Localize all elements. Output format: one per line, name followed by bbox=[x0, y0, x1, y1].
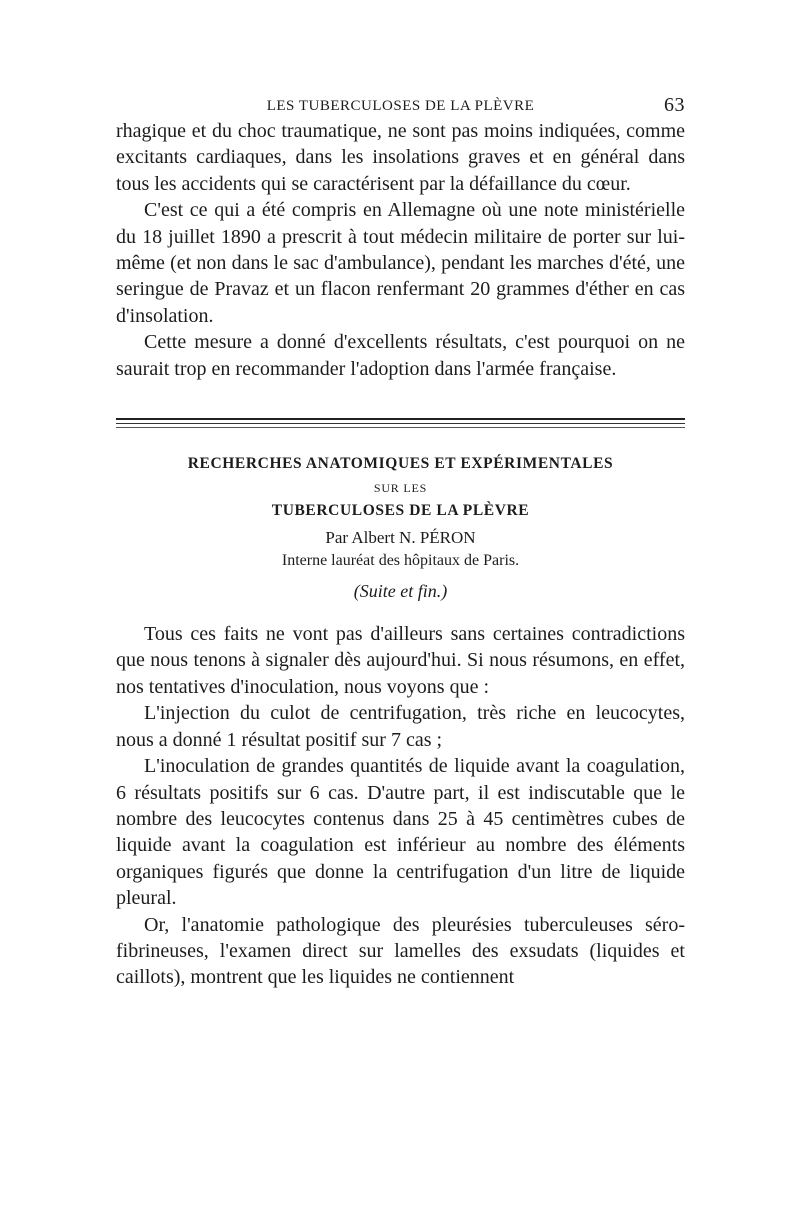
previous-article-text bbox=[116, 118, 685, 382]
divider-rule bbox=[116, 418, 685, 420]
article-title-connector: SUR LES bbox=[373, 481, 428, 496]
section-divider bbox=[116, 418, 685, 430]
paragraph: Or, l'anatomie pathologique des pleurésies tuberculeuses séro-fibrineuses, l'examen direct sur lamelles des exsudats (liquides et caillots), montrent que les liquides ne contiennent bbox=[116, 913, 685, 989]
running-header bbox=[116, 92, 685, 118]
paragraph: L'inoculation de grandes quantités de liquide avant la coagulation, 6 résultats positifs sur 6 cas. D'autre part, il est indiscutable que le nombre des leucocytes contenus dans 25 à 45 centimètres cubes de liquide avant la coagulation est inférieur au nombre des éléments organiques figurés que donne la centrifugation d'un litre de liquide pleural. bbox=[116, 755, 685, 910]
article-affiliation: Interne lauréat des hôpitaux de Paris. bbox=[281, 552, 520, 570]
paragraph: C'est ce qui a été compris en Allemagne où une note ministérielle du 18 juillet 1890 a prescrit à tout médecin militaire de porter sur lui-même (et non dans le sac d'ambulance), pendant les marches d'été, une seringue de Pravaz et un flacon renfermant 20 grammes d'éther en cas d'insolation. bbox=[116, 199, 685, 327]
paragraph: L'injection du culot de centrifugation, très riche en leucocytes, nous a donné 1 résultat positif sur 7 cas ; bbox=[116, 702, 685, 751]
page-number: 63 bbox=[664, 94, 685, 116]
article-continuation-note: (Suite et fin.) bbox=[353, 581, 448, 602]
book-page bbox=[116, 92, 685, 991]
divider-rule bbox=[116, 427, 685, 428]
article-heading bbox=[116, 454, 685, 603]
article-title-line1: RECHERCHES ANATOMIQUES ET EXPÉRIMENTALES bbox=[187, 455, 614, 473]
divider-rule bbox=[116, 423, 685, 424]
paragraph: Cette mesure a donné d'excellents résultats, c'est pourquoi on ne saurait trop en recommander l'adoption dans l'armée française. bbox=[116, 331, 685, 380]
running-title: LES TUBERCULOSES DE LA PLÈVRE bbox=[266, 98, 535, 114]
paragraph: rhagique et du choc traumatique, ne sont pas moins indiquées, comme excitants cardiaques, dans les insolations graves et en général dans tous les accidents qui se caractérisent par la défaillance du cœur. bbox=[116, 120, 685, 195]
article-author: Par Albert N. PÉRON bbox=[325, 528, 476, 548]
article-title-line2: TUBERCULOSES DE LA PLÈVRE bbox=[271, 502, 530, 520]
article-body bbox=[116, 621, 685, 991]
paragraph: Tous ces faits ne vont pas d'ailleurs sans certaines contradictions que nous tenons à signaler dès aujourd'hui. Si nous résumons, en effet, nos tentatives d'inoculation, nous voyons que : bbox=[116, 623, 685, 698]
